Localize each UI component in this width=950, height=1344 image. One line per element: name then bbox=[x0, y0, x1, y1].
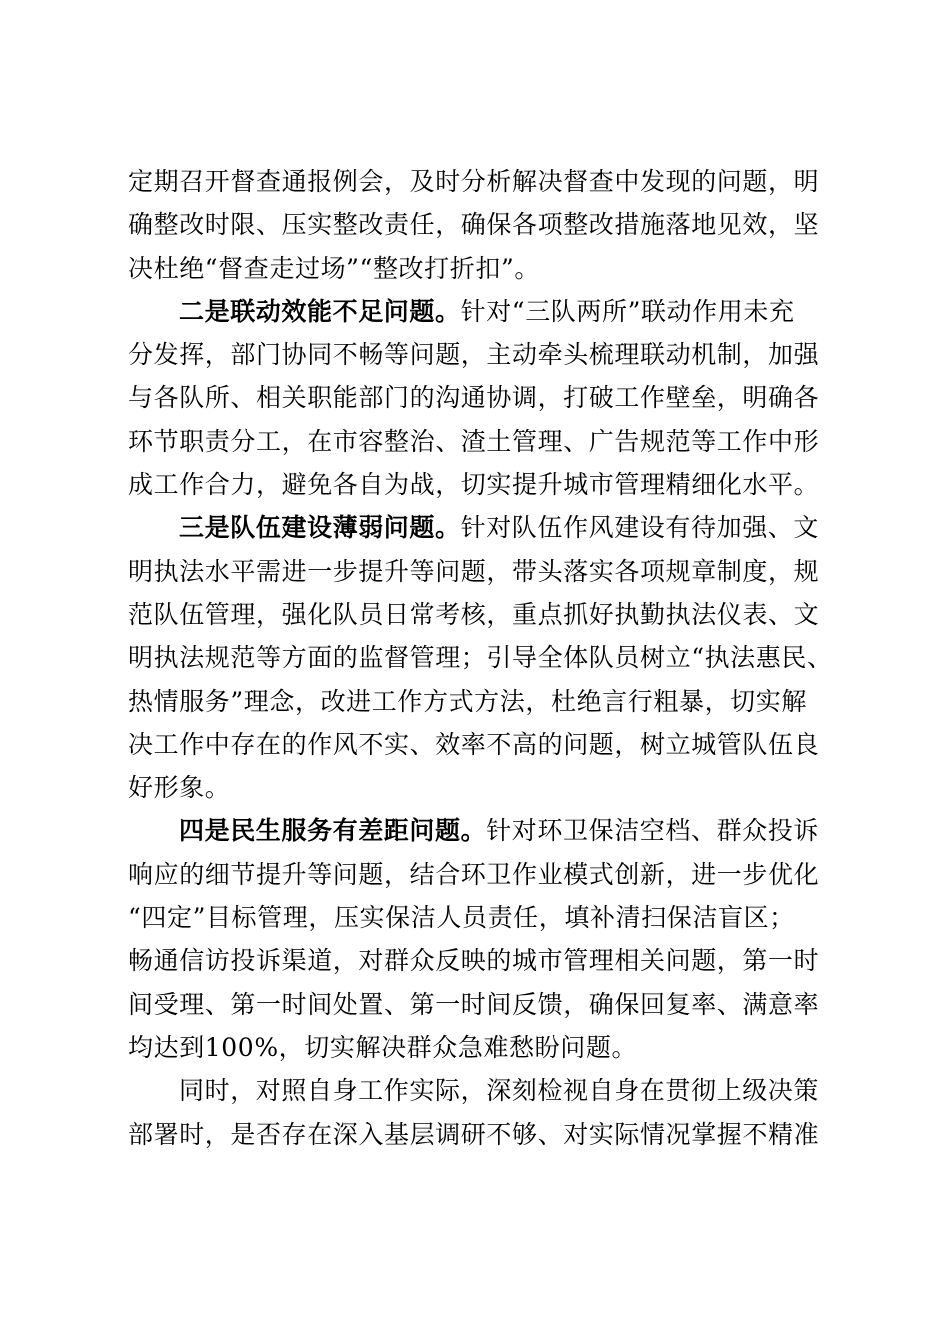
text-line bbox=[128, 809, 828, 852]
text-line: 明执法水平需进一步提升等问题，带头落实各项规章制度，规 bbox=[128, 556, 820, 586]
paragraph-heading: 二是联动效能不足问题。 bbox=[179, 296, 461, 326]
text-line: 决杜绝“督查走过场”“整改打折扣”。 bbox=[128, 253, 540, 283]
paragraph-heading: 四是民生服务有差距问题。 bbox=[179, 816, 487, 846]
text-line: 定期召开督查通报例会，及时分析解决督查中发现的问题，明 bbox=[128, 167, 820, 196]
text-line: 范队伍管理，强化队员日常考核，重点抓好执勤执法仪表、文 bbox=[128, 599, 820, 629]
text-line bbox=[128, 290, 828, 333]
text-line: 环节职责分工，在市容整治、渣土管理、广告规范等工作中形 bbox=[128, 426, 820, 456]
text-line: 与各队所、相关职能部门的沟通协调，打破工作壁垒，明确各 bbox=[128, 383, 820, 413]
text-line: 响应的细节提升等问题，结合环卫作业模式创新，进一步优化 bbox=[128, 859, 820, 889]
paragraph bbox=[128, 506, 833, 809]
paragraph bbox=[128, 809, 828, 1069]
text-line: 间受理、第一时间处置、第一时间反馈，确保回复率、满意率 bbox=[128, 989, 820, 1019]
paragraph bbox=[128, 160, 828, 290]
text-run: 针对环卫保洁空档、群众投诉 bbox=[486, 816, 820, 846]
text-line: 好形象。 bbox=[128, 773, 231, 803]
text-line: 热情服务”理念，改进工作方式方法，杜绝言行粗暴，切实解 bbox=[128, 686, 807, 716]
paragraph-heading: 三是队伍建设薄弱问题。 bbox=[179, 513, 461, 543]
paragraph bbox=[128, 1069, 828, 1156]
text-line: 均达到100%，切实解决群众急难愁盼问题。 bbox=[128, 1032, 638, 1062]
text-line: 明执法规范等方面的监督管理；引导全体队员树立“执法惠民、 bbox=[128, 643, 833, 673]
text-line bbox=[128, 506, 828, 549]
text-line: 部署时，是否存在深入基层调研不够、对实际情况掌握不精准 bbox=[128, 1119, 820, 1149]
text-run: 针对队伍作风建设有待加强、文 bbox=[460, 513, 820, 543]
text-line: “四定”目标管理，压实保洁人员责任，填补清扫保洁盲区； bbox=[128, 903, 795, 933]
text-line: 确整改时限、压实整改责任，确保各项整改措施落地见效，坚 bbox=[128, 210, 820, 240]
text-line: 分发挥，部门协同不畅等问题，主动牵头梳理联动机制，加强 bbox=[128, 340, 820, 370]
text-line: 同时，对照自身工作实际，深刻检视自身在贯彻上级决策 bbox=[179, 1076, 820, 1106]
text-line: 决工作中存在的作风不实、效率不高的问题，树立城管队伍良 bbox=[128, 729, 820, 759]
text-line: 畅通信访投诉渠道，对群众反映的城市管理相关问题，第一时 bbox=[128, 946, 820, 976]
paragraph bbox=[128, 290, 828, 506]
document-body bbox=[128, 160, 833, 1156]
text-line: 成工作合力，避免各自为战，切实提升城市管理精细化水平。 bbox=[128, 470, 820, 500]
text-run: 针对“三队两所”联动作用未充 bbox=[460, 296, 795, 326]
